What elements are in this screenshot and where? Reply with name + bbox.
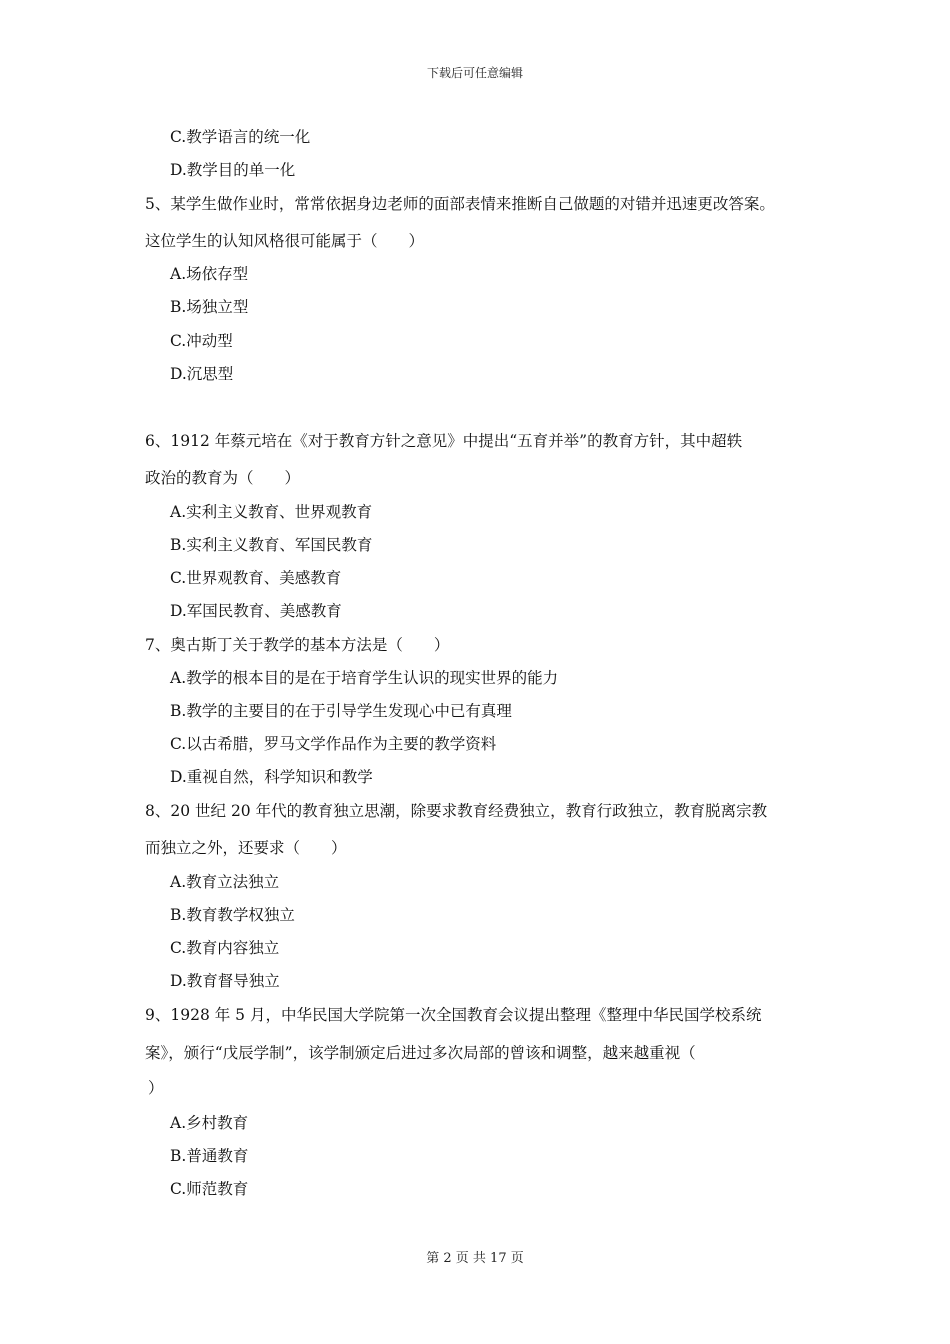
option-6a: A.实利主义教育、世界观教育 (170, 503, 373, 521)
question-7: 7、奥古斯丁关于教学的基本方法是（ ） (145, 636, 450, 654)
question-9: 9、1928 年 5 月，中华民国大学院第一次全国教育会议提出整理《整理中华民国学校系统 (145, 1006, 762, 1024)
option-6d: D.军国民教育、美感教育 (170, 602, 342, 620)
question-9-cont: 案》，颁行“戊辰学制”，该学制颁定后进过多次局部的曾该和调整，越来越重视（ (145, 1044, 696, 1062)
option-4d: D.教学目的单一化 (170, 161, 296, 179)
question-6-cont: 政治的教育为（ ） (145, 469, 301, 487)
question-5-cont: 这位学生的认知风格很可能属于（ ） (145, 232, 425, 250)
option-9b: B.普通教育 (170, 1147, 249, 1165)
option-5a: A.场依存型 (170, 265, 249, 283)
question-5: 5、某学生做作业时，常常依据身边老师的面部表情来推断自己做题的对错并迅速更改答案。 (145, 195, 775, 213)
option-5b: B.场独立型 (170, 298, 249, 316)
option-7d: D.重视自然，科学知识和教学 (170, 768, 373, 786)
option-9a: A.乡村教育 (170, 1114, 249, 1132)
option-4c: C.教学语言的统一化 (170, 128, 311, 146)
option-7b: B.教学的主要目的在于引导学生发现心中已有真理 (170, 702, 512, 720)
question-8-cont: 而独立之外，还要求（ ） (145, 839, 347, 857)
option-7a: A.教学的根本目的是在于培育学生认识的现实世界的能力 (170, 669, 559, 687)
page-header: 下载后可任意编辑 (426, 66, 523, 80)
option-8c: C.教育内容独立 (170, 939, 280, 957)
question-6: 6、1912 年蔡元培在《对于教育方针之意见》中提出“五育并举”的教育方针，其中超轶 (145, 432, 743, 450)
option-8d: D.教育督导独立 (170, 972, 280, 990)
page-footer: 第 2 页 共 17 页 (426, 1251, 524, 1266)
option-8a: A.教育立法独立 (170, 873, 280, 891)
option-8b: B.教育教学权独立 (170, 906, 295, 924)
question-9-cont2: ） (148, 1079, 164, 1097)
option-7c: C.以古希腊，罗马文学作品作为主要的教学资料 (170, 735, 497, 753)
option-9c: C.师范教育 (170, 1180, 249, 1198)
option-5c: C.冲动型 (170, 332, 233, 350)
option-5d: D.沉思型 (170, 365, 234, 383)
question-8: 8、20 世纪 20 年代的教育独立思潮，除要求教育经费独立，教育行政独立，教育脱离宗教 (145, 802, 768, 820)
option-6b: B.实利主义教育、军国民教育 (170, 536, 373, 554)
option-6c: C.世界观教育、美感教育 (170, 569, 342, 587)
